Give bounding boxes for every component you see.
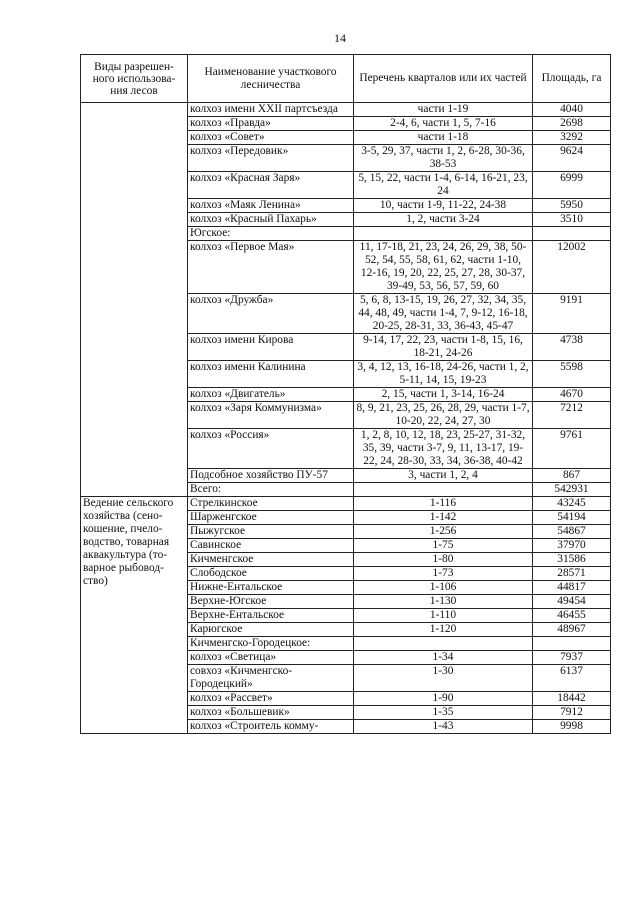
area-cell: 28571 — [533, 567, 611, 581]
quarters-cell — [354, 227, 533, 241]
use-type-cell — [81, 103, 188, 497]
area-cell: 44817 — [533, 581, 611, 595]
quarters-cell: 1-106 — [354, 581, 533, 595]
forestry-name-cell: колхоз «Красный Пахарь» — [188, 213, 354, 227]
forestry-name-cell: Кичменгско-Городецкое: — [188, 637, 354, 651]
quarters-cell: 11, 17-18, 21, 23, 24, 26, 29, 38, 50-52, 54, 55, 58, 61, 62, части 1-10, 12-16, 19, 20, 22, 25, 27, 28, 30-37, 39-49, 53, 56, 57, 59, 60 — [354, 241, 533, 294]
quarters-cell: 1-30 — [354, 665, 533, 692]
header-area: Площадь, га — [533, 55, 611, 103]
area-cell: 37970 — [533, 539, 611, 553]
quarters-cell: 2-4, 6, части 1, 5, 7-16 — [354, 117, 533, 131]
area-cell: 18442 — [533, 692, 611, 706]
area-cell: 6999 — [533, 172, 611, 199]
quarters-cell: 1-34 — [354, 651, 533, 665]
forestry-name-cell: колхоз «Дружба» — [188, 294, 354, 334]
quarters-cell: 1-80 — [354, 553, 533, 567]
area-cell: 3292 — [533, 131, 611, 145]
forestry-name-cell: колхоз «Первое Мая» — [188, 241, 354, 294]
forestry-name-cell: колхоз имени XXII партсъезда — [188, 103, 354, 117]
quarters-cell: части 1-18 — [354, 131, 533, 145]
forestry-name-cell: колхоз «Рассвет» — [188, 692, 354, 706]
forestry-name-cell: Нижне-Ентальское — [188, 581, 354, 595]
quarters-cell: 3, части 1, 2, 4 — [354, 469, 533, 483]
area-cell: 7212 — [533, 402, 611, 429]
header-forestry-name: Наименование участкового лесничества — [188, 55, 354, 103]
area-cell: 9998 — [533, 720, 611, 734]
area-cell — [533, 637, 611, 651]
area-cell: 12002 — [533, 241, 611, 294]
forestry-name-cell: колхоз «Двигатель» — [188, 388, 354, 402]
area-cell: 867 — [533, 469, 611, 483]
quarters-cell: 1, 2, 8, 10, 12, 18, 23, 25-27, 31-32, 35, 39, части 3-7, 9, 11, 13-17, 19-22, 24, 28-30, 33, 34, 36-38, 40-42 — [354, 429, 533, 469]
forestry-name-cell: колхоз «Большевик» — [188, 706, 354, 720]
forestry-name-cell: Стрелкинское — [188, 497, 354, 511]
quarters-cell: 3-5, 29, 37, части 1, 2, 6-28, 30-36, 38-53 — [354, 145, 533, 172]
quarters-cell: 2, 15, части 1, 3-14, 16-24 — [354, 388, 533, 402]
quarters-cell: 5, 6, 8, 13-15, 19, 26, 27, 32, 34, 35, 44, 48, 49, части 1-4, 7, 9-12, 16-18, 20-25, 28-31, 33, 36-43, 45-47 — [354, 294, 533, 334]
area-cell: 4040 — [533, 103, 611, 117]
forestry-name-cell: колхоз «Маяк Ленина» — [188, 199, 354, 213]
forestry-name-cell: Шарженгское — [188, 511, 354, 525]
area-cell — [533, 227, 611, 241]
quarters-cell: 1-142 — [354, 511, 533, 525]
area-cell: 54867 — [533, 525, 611, 539]
area-cell: 9624 — [533, 145, 611, 172]
area-cell: 3510 — [533, 213, 611, 227]
area-cell: 9761 — [533, 429, 611, 469]
quarters-cell: 3, 4, 12, 13, 16-18, 24-26, части 1, 2, 5-11, 14, 15, 19-23 — [354, 361, 533, 388]
quarters-cell: 8, 9, 21, 23, 25, 26, 28, 29, части 1-7, 10-20, 22, 24, 27, 30 — [354, 402, 533, 429]
quarters-cell: 1, 2, части 3-24 — [354, 213, 533, 227]
header-quarters-list: Перечень кварталов или их частей — [354, 55, 533, 103]
table-row — [81, 497, 611, 511]
forestry-name-cell: колхоз «Совет» — [188, 131, 354, 145]
area-cell: 48967 — [533, 623, 611, 637]
area-cell: 49454 — [533, 595, 611, 609]
quarters-cell — [354, 483, 533, 497]
forestry-name-cell: Югское: — [188, 227, 354, 241]
forestry-name-cell: Всего: — [188, 483, 354, 497]
forestry-name-cell: колхоз «Заря Коммунизма» — [188, 402, 354, 429]
quarters-cell: 1-256 — [354, 525, 533, 539]
forestry-name-cell: колхоз имени Калинина — [188, 361, 354, 388]
forestry-name-cell: колхоз «Красная Заря» — [188, 172, 354, 199]
quarters-cell: 1-90 — [354, 692, 533, 706]
area-cell: 5950 — [533, 199, 611, 213]
forestry-name-cell: Карюгское — [188, 623, 354, 637]
area-cell: 6137 — [533, 665, 611, 692]
header-use-type: Виды разрешен-ного использова-ния лесов — [81, 55, 188, 103]
area-cell: 9191 — [533, 294, 611, 334]
quarters-cell: 1-110 — [354, 609, 533, 623]
forestry-name-cell: совхоз «Кичменгско-Городецкий» — [188, 665, 354, 692]
forestry-name-cell: Слободское — [188, 567, 354, 581]
forestry-name-cell: Кичменгское — [188, 553, 354, 567]
forestry-name-cell: Верхне-Ентальское — [188, 609, 354, 623]
quarters-cell: 1-75 — [354, 539, 533, 553]
quarters-cell: 5, 15, 22, части 1-4, 6-14, 16-21, 23, 24 — [354, 172, 533, 199]
area-cell: 5598 — [533, 361, 611, 388]
area-cell: 7937 — [533, 651, 611, 665]
area-cell: 542931 — [533, 483, 611, 497]
area-cell: 31586 — [533, 553, 611, 567]
quarters-cell: 1-35 — [354, 706, 533, 720]
area-cell: 43245 — [533, 497, 611, 511]
table-header-row — [81, 55, 611, 103]
area-cell: 54194 — [533, 511, 611, 525]
forest-use-table — [80, 54, 611, 734]
forestry-name-cell: Подсобное хозяйство ПУ-57 — [188, 469, 354, 483]
quarters-cell: 1-73 — [354, 567, 533, 581]
forestry-name-cell: колхоз «Россия» — [188, 429, 354, 469]
quarters-cell: 10, части 1-9, 11-22, 24-38 — [354, 199, 533, 213]
area-cell: 4670 — [533, 388, 611, 402]
use-type-cell: Ведение сельского хозяйства (сено-кошение, пчело-водство, товарная аквакультура (то-варное рыбовод-ство) — [81, 497, 188, 734]
quarters-cell: части 1-19 — [354, 103, 533, 117]
forestry-name-cell: Пыжугское — [188, 525, 354, 539]
forestry-name-cell: колхоз «Строитель комму- — [188, 720, 354, 734]
page-number: 14 — [334, 31, 346, 45]
area-cell: 2698 — [533, 117, 611, 131]
area-cell: 7912 — [533, 706, 611, 720]
forestry-name-cell: колхоз «Передовик» — [188, 145, 354, 172]
area-cell: 46455 — [533, 609, 611, 623]
table-row — [81, 103, 611, 117]
forestry-name-cell: Верхне-Югское — [188, 595, 354, 609]
quarters-cell: 9-14, 17, 22, 23, части 1-8, 15, 16, 18-21, 24-26 — [354, 334, 533, 361]
forestry-name-cell: колхоз «Светица» — [188, 651, 354, 665]
area-cell: 4738 — [533, 334, 611, 361]
quarters-cell: 1-116 — [354, 497, 533, 511]
forestry-name-cell: колхоз «Правда» — [188, 117, 354, 131]
quarters-cell — [354, 637, 533, 651]
forestry-name-cell: Савинское — [188, 539, 354, 553]
quarters-cell: 1-130 — [354, 595, 533, 609]
quarters-cell: 1-120 — [354, 623, 533, 637]
forestry-name-cell: колхоз имени Кирова — [188, 334, 354, 361]
quarters-cell: 1-43 — [354, 720, 533, 734]
